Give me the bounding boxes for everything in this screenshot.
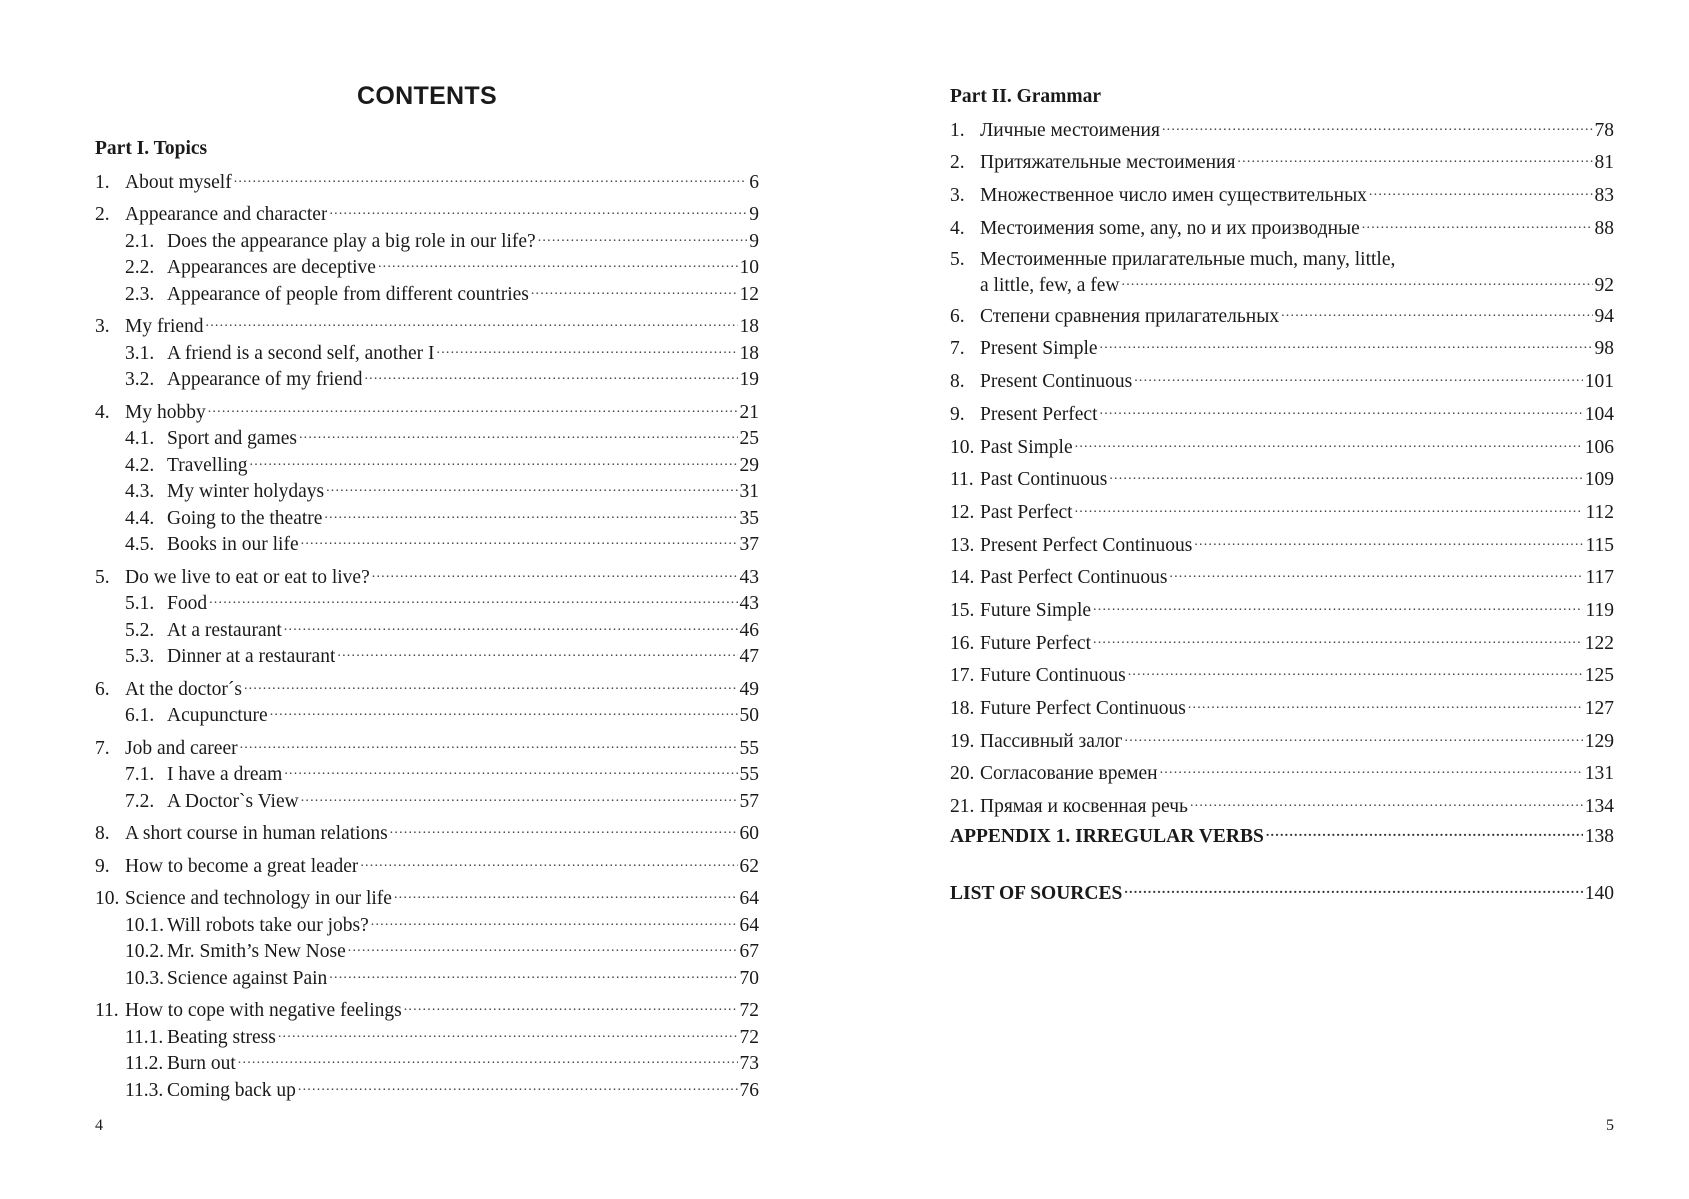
toc-entry[interactable] [950, 727, 1614, 754]
dot-leader [270, 702, 738, 722]
appendix-entry[interactable] [950, 822, 1614, 849]
entry-page: 25 [739, 428, 759, 449]
entry-page: 9 [749, 230, 759, 252]
entry-page: 29 [739, 454, 759, 476]
entry-page: 88 [1594, 217, 1614, 239]
entry-page: 57 [739, 790, 759, 812]
toc-entry[interactable] [950, 466, 1614, 493]
topics-list [95, 168, 759, 1109]
entry-number: 11.3. [125, 1079, 164, 1101]
entry-title: Past Continuous [980, 469, 1108, 491]
entry-title: A friend is a second self, another I [167, 342, 435, 364]
toc-entry[interactable] [950, 247, 1614, 299]
dot-leader [284, 761, 737, 781]
toc-subentry[interactable] [95, 425, 759, 452]
dot-leader [531, 280, 738, 300]
toc-entry[interactable] [950, 433, 1614, 460]
entry-title: Past Perfect [980, 501, 1073, 523]
entry-title: Местоимения some, any, no и их производные [980, 217, 1360, 239]
entry-page: 104 [1584, 403, 1614, 425]
dot-leader [1124, 879, 1582, 899]
dot-leader [371, 911, 738, 931]
dot-leader [372, 563, 738, 583]
toc-entry[interactable] [950, 564, 1614, 591]
entry-number: 5.3. [125, 646, 155, 667]
entry-page: 9 [749, 204, 759, 225]
entry-number: 10.2. [125, 941, 164, 962]
entry-page: 115 [1585, 534, 1614, 556]
entry-title: Past Perfect Continuous [980, 567, 1168, 589]
toc-group [95, 398, 759, 557]
dot-leader [278, 1023, 738, 1043]
dot-leader [404, 997, 738, 1017]
entry-number: 3.1. [125, 342, 155, 364]
toc-group [95, 885, 759, 991]
entry-title: Present Simple [980, 338, 1098, 360]
dot-leader [234, 168, 748, 188]
entry-page: 119 [1585, 599, 1614, 621]
entry-number: 4.1. [125, 428, 155, 449]
entry-number: 21. [950, 796, 975, 818]
entry-title: My winter holydays [167, 481, 325, 502]
entry-title: Future Continuous [980, 665, 1126, 687]
dot-leader [1162, 116, 1593, 136]
entry-number: 19. [950, 730, 975, 752]
dot-leader [394, 885, 738, 905]
dot-leader [1075, 433, 1583, 453]
entry-title: Личные местоимения [980, 119, 1160, 141]
entry-page: 18 [739, 342, 759, 364]
toc-group [95, 675, 759, 728]
entry-number: 7. [950, 338, 965, 360]
entry-number: 9. [950, 403, 965, 425]
entry-page: 43 [739, 593, 759, 614]
entry-title: Множественное число имен существительных [980, 184, 1367, 206]
toc-entry[interactable] [950, 149, 1614, 176]
entry-title: A Doctor`s View [167, 790, 299, 812]
toc-subentry[interactable] [95, 938, 759, 965]
dot-leader [1362, 214, 1593, 234]
toc-subentry[interactable] [95, 280, 759, 307]
dot-leader [1160, 760, 1583, 780]
toc-subentry[interactable] [95, 702, 759, 729]
entry-number: 4.5. [125, 534, 155, 555]
dot-leader [329, 201, 747, 221]
entry-title: Job and career [125, 737, 238, 759]
entry-page: 19 [739, 369, 759, 390]
entry-page: 67 [739, 941, 759, 962]
entry-page: 72 [739, 1026, 759, 1048]
toc-entry[interactable] [950, 400, 1614, 427]
dot-leader [1369, 181, 1593, 201]
dot-leader [326, 478, 737, 498]
toc-subentry[interactable] [95, 254, 759, 281]
dot-leader [1266, 822, 1583, 842]
toc-group [95, 201, 759, 307]
entry-title: Present Continuous [980, 371, 1133, 393]
dot-leader [208, 398, 738, 418]
toc-group [95, 820, 759, 847]
entry-title: Beating stress [167, 1026, 276, 1048]
entry-number: 16. [950, 632, 975, 654]
toc-subentry[interactable] [95, 1023, 759, 1050]
toc-group [95, 852, 759, 879]
entry-title: How to cope with negative feelings [125, 1000, 402, 1021]
dot-leader [1194, 531, 1583, 551]
dot-leader [250, 451, 738, 471]
entry-number: 7.2. [125, 790, 155, 812]
toc-entry[interactable] [95, 563, 759, 590]
entry-title: Appearances are deceptive [167, 257, 376, 278]
toc-subentry[interactable] [95, 1050, 759, 1077]
entry-page: 6 [749, 171, 759, 193]
entry-title: Present Perfect Continuous [980, 534, 1193, 556]
dot-leader [1134, 368, 1583, 388]
entry-title-line2: a little, few, a few [980, 275, 1120, 297]
entry-title: Food [167, 593, 208, 614]
entry-number: 11. [95, 1000, 119, 1021]
entry-number: 9. [95, 855, 110, 877]
entry-title: How to become a great leader [125, 855, 359, 877]
entry-page: 98 [1594, 338, 1614, 360]
toc-entry[interactable] [950, 498, 1614, 525]
toc-group [95, 313, 759, 393]
entry-page: 50 [739, 705, 759, 726]
entry-title: Притяжательные местоимения [980, 152, 1236, 174]
dot-leader [1100, 400, 1583, 420]
dot-leader [337, 643, 737, 663]
entry-page: 134 [1584, 796, 1614, 818]
entry-number: 18. [950, 698, 975, 719]
entry-page: 64 [739, 888, 759, 909]
entry-page: 125 [1584, 665, 1614, 687]
toc-entry[interactable] [95, 852, 759, 879]
entry-title: Past Simple [980, 436, 1073, 458]
entry-title: Does the appearance play a big role in our life? [167, 230, 536, 252]
entry-title: My hobby [125, 401, 206, 423]
entry-number: 1. [950, 119, 965, 141]
entry-title: At a restaurant [167, 619, 282, 641]
entry-number: 15. [950, 599, 975, 621]
part-heading-grammar: Part II. Grammar [950, 86, 1102, 107]
toc-entry[interactable] [95, 201, 759, 228]
toc-group [95, 997, 759, 1103]
entry-number: 2. [950, 152, 965, 174]
entry-number: 6.1. [125, 705, 155, 726]
dot-leader [244, 675, 738, 695]
entry-title: Travelling [167, 454, 248, 476]
dot-leader [1190, 793, 1583, 813]
toc-entry[interactable] [95, 168, 759, 195]
dot-leader [437, 339, 738, 359]
entry-page: 127 [1584, 698, 1614, 719]
entry-number: 2.1. [125, 230, 155, 252]
entry-page: 55 [739, 764, 759, 785]
dot-leader [348, 938, 738, 958]
entry-title: Appearance of my friend [167, 369, 363, 390]
entry-title: I have a dream [167, 764, 283, 785]
entry-title: Future Perfect Continuous [980, 698, 1186, 719]
entry-number: 11.2. [125, 1053, 164, 1074]
entry-title-line1: Местоименные прилагательные much, many, little, [980, 248, 1396, 270]
dot-leader [1188, 695, 1583, 715]
toc-entry[interactable] [950, 181, 1614, 208]
entry-page: 31 [739, 481, 759, 502]
entry-title: Science against Pain [167, 967, 328, 989]
dot-leader [1125, 727, 1583, 747]
entry-title: My friend [125, 316, 204, 337]
toc-entry[interactable] [95, 997, 759, 1024]
toc-entry[interactable] [950, 662, 1614, 689]
entry-page: 35 [739, 507, 759, 529]
dot-leader [206, 313, 738, 333]
part-heading-topics: Part I. Topics [95, 138, 208, 159]
entry-number: 3.2. [125, 369, 155, 390]
dot-leader [238, 1050, 738, 1070]
entry-page: 76 [739, 1079, 759, 1101]
toc-entry[interactable] [950, 793, 1614, 820]
entry-title: Согласование времен [980, 763, 1158, 785]
appendix-title: APPENDIX 1. IRREGULAR VERBS [950, 825, 1264, 847]
entry-title: Future Simple [980, 599, 1092, 621]
toc-subentry[interactable] [95, 787, 759, 814]
toc-entry[interactable] [950, 596, 1614, 623]
toc-entry[interactable] [95, 885, 759, 912]
entry-page: 43 [739, 566, 759, 588]
entry-title: Present Perfect [980, 403, 1098, 425]
entry-page: 101 [1584, 371, 1614, 393]
toc-subentry[interactable] [95, 531, 759, 558]
entry-title: Appearance and character [125, 204, 328, 225]
entry-title: Acupuncture [167, 705, 268, 726]
sources-title: LIST OF SOURCES [950, 882, 1123, 904]
entry-title: Science and technology in our life [125, 888, 392, 909]
toc-subentry[interactable] [95, 366, 759, 393]
entry-title: Will robots take our jobs? [167, 914, 369, 936]
dot-leader [1093, 596, 1583, 616]
entry-title: About myself [125, 171, 232, 193]
entry-title: A short course in human relations [125, 823, 388, 844]
entry-number: 8. [95, 823, 110, 844]
toc-group [95, 168, 759, 195]
entry-page: 37 [739, 534, 759, 555]
dot-leader [1169, 564, 1583, 584]
entry-page: 73 [739, 1053, 759, 1074]
entry-page: 81 [1594, 152, 1614, 174]
entry-number: 5.1. [125, 593, 155, 614]
entry-page: 92 [1594, 275, 1614, 297]
toc-subentry[interactable] [95, 643, 759, 670]
toc-subentry[interactable] [95, 451, 759, 478]
entry-number: 2.3. [125, 283, 155, 305]
entry-title: Books in our life [167, 534, 299, 555]
entry-page: 18 [739, 316, 759, 337]
entry-page: 47 [739, 646, 759, 667]
entry-title: Burn out [167, 1053, 236, 1074]
entry-page: 117 [1585, 567, 1614, 589]
entry-page: 70 [739, 967, 759, 989]
dot-leader [378, 254, 738, 274]
entry-title: Appearance of people from different countries [167, 283, 529, 305]
entry-title: Sport and games [167, 428, 297, 449]
toc-entry[interactable] [95, 313, 759, 340]
entry-title: Going to the theatre [167, 507, 323, 529]
dot-leader [1100, 335, 1593, 355]
entry-page: 55 [739, 737, 759, 759]
entry-number: 12. [950, 501, 975, 523]
entry-title: Mr. Smith’s New Nose [167, 941, 346, 962]
entry-page: 122 [1584, 632, 1614, 654]
dot-leader [390, 820, 738, 840]
sources-entry[interactable] [950, 879, 1614, 906]
entry-number: 4. [95, 401, 110, 423]
entry-page: 12 [739, 283, 759, 305]
toc-subentry[interactable] [95, 227, 759, 254]
entry-page: 94 [1594, 305, 1614, 327]
entry-number: 6. [95, 678, 110, 700]
entry-title: Coming back up [167, 1079, 296, 1101]
entry-number: 5.2. [125, 619, 155, 641]
dot-leader [1122, 272, 1593, 292]
entry-title: Степени сравнения прилагательных [980, 305, 1280, 327]
dot-leader [301, 531, 738, 551]
toc-subentry[interactable] [95, 911, 759, 938]
entry-number: 1. [95, 171, 110, 193]
page-number-right: 5 [1606, 1117, 1614, 1134]
entry-number: 2. [95, 204, 110, 225]
toc-entry[interactable] [950, 302, 1614, 329]
toc-subentry[interactable] [95, 478, 759, 505]
entry-number: 5. [950, 248, 965, 270]
entry-page: 83 [1594, 184, 1614, 206]
dot-leader [324, 504, 737, 524]
entry-page: 49 [739, 678, 759, 700]
toc-entry[interactable] [950, 214, 1614, 241]
entry-number: 4. [950, 217, 965, 239]
dot-leader [1237, 149, 1592, 169]
page-title: CONTENTS [357, 82, 497, 110]
entry-page: 10 [739, 257, 759, 278]
toc-entry[interactable] [95, 820, 759, 847]
toc-subentry[interactable] [95, 339, 759, 366]
entry-title: Dinner at a restaurant [167, 646, 336, 667]
entry-number: 11.1. [125, 1026, 164, 1048]
entry-title: Пассивный залог [980, 730, 1123, 752]
entry-number: 4.3. [125, 481, 155, 502]
entry-number: 14. [950, 567, 975, 589]
toc-subentry[interactable] [95, 504, 759, 531]
entry-number: 10.3. [125, 967, 164, 989]
toc-subentry[interactable] [95, 590, 759, 617]
dot-leader [299, 425, 738, 445]
entry-number: 5. [95, 566, 110, 588]
entry-title: Do we live to eat or eat to live? [125, 566, 370, 588]
toc-subentry[interactable] [95, 616, 759, 643]
entry-number: 10. [95, 888, 120, 909]
entry-number: 13. [950, 534, 975, 556]
entry-page: 112 [1585, 501, 1614, 523]
dot-leader [298, 1076, 738, 1096]
dot-leader [301, 787, 738, 807]
entry-number: 20. [950, 763, 975, 785]
toc-entry[interactable] [950, 629, 1614, 656]
entry-title: Прямая и косвенная речь [980, 796, 1188, 818]
dot-leader [209, 590, 737, 610]
entry-page: 60 [739, 823, 759, 844]
entry-number: 4.2. [125, 454, 155, 476]
dot-leader [1128, 662, 1583, 682]
entry-number: 3. [95, 316, 110, 337]
dot-leader [360, 852, 737, 872]
entry-number: 8. [950, 371, 965, 393]
dot-leader [1093, 629, 1583, 649]
toc-subentry[interactable] [95, 964, 759, 991]
dot-leader [538, 227, 748, 247]
entry-page: 78 [1594, 119, 1614, 141]
toc-group [95, 563, 759, 669]
toc-entry[interactable] [95, 734, 759, 761]
grammar-list [950, 116, 1614, 825]
entry-page: 64 [739, 914, 759, 936]
entry-number: 10. [950, 436, 975, 458]
entry-number: 10.1. [125, 914, 164, 936]
toc-entry[interactable] [95, 675, 759, 702]
entry-page: 106 [1584, 436, 1614, 458]
entry-number: 11. [950, 469, 974, 491]
dot-leader [364, 366, 737, 386]
toc-entry[interactable] [950, 531, 1614, 558]
entry-page: 21 [739, 401, 759, 423]
toc-entry[interactable] [950, 368, 1614, 395]
entry-number: 17. [950, 665, 975, 687]
entry-number: 3. [950, 184, 965, 206]
entry-page: 62 [739, 855, 759, 877]
entry-page: 46 [739, 619, 759, 641]
toc-subentry[interactable] [95, 1076, 759, 1103]
left-page [95, 0, 759, 1199]
dot-leader [1075, 498, 1584, 518]
sources-page: 140 [1584, 882, 1614, 904]
dot-leader [329, 964, 737, 984]
dot-leader [1109, 466, 1582, 486]
entry-page: 109 [1584, 469, 1614, 491]
toc-entry[interactable] [950, 335, 1614, 362]
entry-number: 2.2. [125, 257, 155, 278]
toc-entry[interactable] [950, 116, 1614, 143]
entry-number: 7.1. [125, 764, 155, 785]
toc-group [95, 734, 759, 814]
entry-number: 4.4. [125, 507, 155, 529]
toc-subentry[interactable] [95, 761, 759, 788]
entry-number: 6. [950, 305, 965, 327]
entry-title: Future Perfect [980, 632, 1092, 654]
toc-entry[interactable] [950, 695, 1614, 722]
toc-entry[interactable] [95, 398, 759, 425]
entry-page: 129 [1584, 730, 1614, 752]
dot-leader [284, 616, 738, 636]
page-number-left: 4 [95, 1117, 103, 1134]
entry-page: 72 [739, 1000, 759, 1021]
entry-number: 7. [95, 737, 110, 759]
right-page [950, 0, 1614, 1199]
dot-leader [240, 734, 738, 754]
toc-entry[interactable] [950, 760, 1614, 787]
entry-title: At the doctor´s [125, 678, 242, 700]
entry-page: 131 [1584, 763, 1614, 785]
appendix-page: 138 [1584, 825, 1614, 847]
dot-leader [1281, 302, 1592, 322]
